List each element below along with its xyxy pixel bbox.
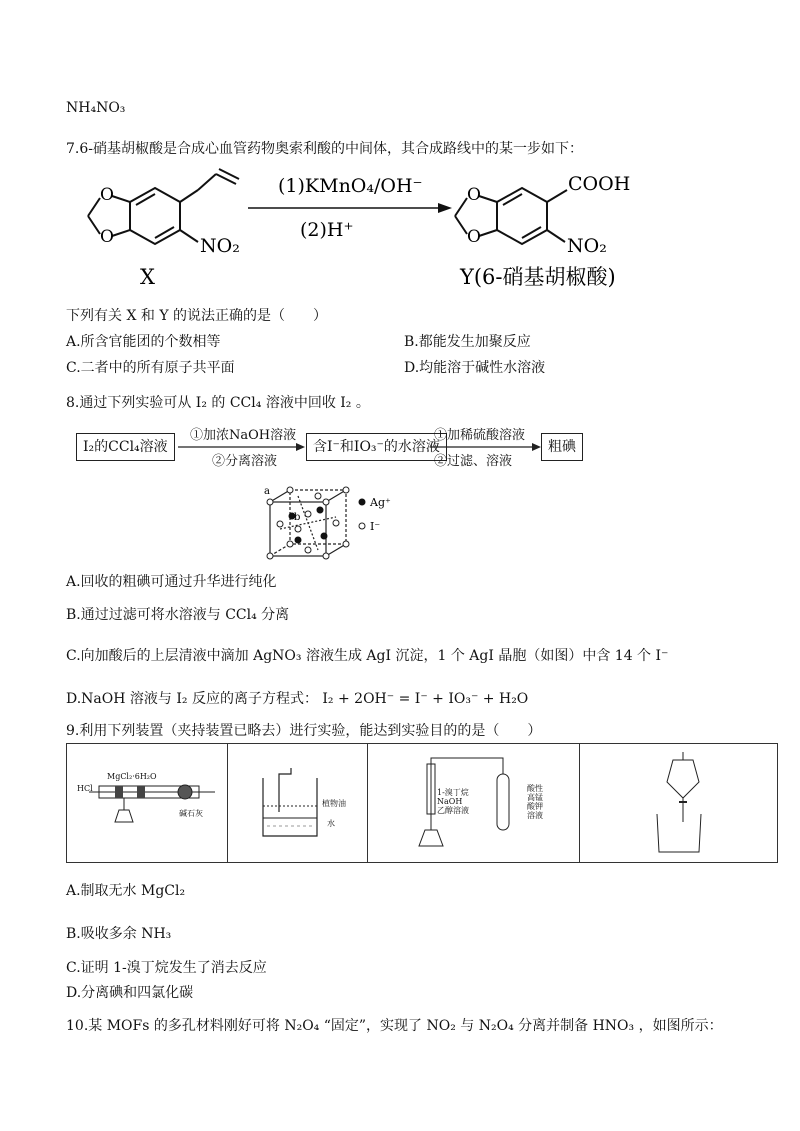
q9-option-a: A.制取无水 MgCl₂	[66, 883, 186, 899]
legend-i-label: I⁻	[370, 520, 381, 533]
app4-separatory-funnel	[649, 752, 719, 856]
app2-water-label: 水	[327, 819, 335, 828]
flow-box-end: 粗碘	[541, 433, 583, 461]
y-oxygen-bottom: O	[467, 227, 481, 247]
reagent-1: (1)KMnO₄/OH⁻	[278, 175, 423, 197]
flow-arrow-1	[178, 442, 306, 452]
q8-stem: 8.通过下列实验可从 I₂ 的 CCl₄ 溶液中回收 I₂ 。	[66, 395, 370, 411]
agi-unit-cell	[262, 484, 392, 560]
flow-step2-top: ①加稀硫酸溶液	[434, 428, 526, 443]
q7-option-d: D.均能溶于碱性水溶液	[404, 360, 546, 376]
reaction-arrowhead	[438, 203, 452, 213]
y-nitro-label: NO₂	[567, 235, 607, 257]
app1-sample-label: MgCl₂·6H₂O	[107, 772, 157, 781]
legend-i-marker	[359, 523, 365, 529]
apparatus-cell-1	[67, 744, 228, 862]
flow-step1-top: ①加浓NaOH溶液	[190, 428, 297, 443]
label-x: X	[140, 265, 155, 289]
app3-setup	[407, 754, 527, 854]
flow-box-middle: 含I⁻和IO₃⁻的水溶液	[306, 433, 447, 461]
flow-arrow-2	[430, 442, 542, 452]
app2-beaker	[257, 768, 327, 840]
label-y: Y(6-硝基胡椒酸)	[460, 265, 616, 289]
q7-question: 下列有关 X 和 Y 的说法正确的是（ ）	[66, 308, 328, 324]
q10-stem: 10.某 MOFs 的多孔材料刚好可将 N₂O₄ “固定”，实现了 NO₂ 与 N₂O₄ 分离并制备 HNO₃ ，如图所示：	[66, 1018, 723, 1034]
q9-option-d: D.分离碘和四氯化碳	[66, 985, 194, 1001]
flow-step2-bottom: ②过滤、溶液	[434, 454, 513, 469]
q8-option-c: C.向加酸后的上层清液中滴加 AgNO₃ 溶液生成 AgI 沉淀，1 个 AgI 晶胞（如图）中含 14 个 I⁻	[66, 648, 669, 664]
q7-stem: 7.6-硝基胡椒酸是合成心血管药物奥索利酸的中间体，其合成路线中的某一步如下：	[66, 141, 583, 157]
app2-oil-label: 植物油	[322, 799, 346, 808]
x-oxygen-bottom: O	[100, 227, 114, 247]
apparatus-cell-3	[367, 744, 580, 862]
y-carboxyl-label: COOH	[568, 173, 631, 195]
reagent-2: (2)H⁺	[300, 219, 354, 241]
q8-option-d: D.NaOH 溶液与 I₂ 反应的离子方程式： I₂ + 2OH⁻ = I⁻ + IO₃⁻ + H₂O	[66, 691, 529, 707]
apparatus-cell-4	[579, 744, 777, 862]
top-formula: NH₄NO₃	[66, 100, 126, 116]
q9-option-b: B.吸收多余 NH₃	[66, 926, 172, 942]
app1-tube-furnace	[75, 780, 223, 840]
q7-option-b: B.都能发生加聚反应	[404, 334, 531, 350]
legend-ag-label: Ag⁺	[370, 496, 391, 509]
q7-option-c: C.二者中的所有原子共平面	[66, 360, 235, 376]
x-oxygen-top: O	[100, 185, 114, 205]
cell-label-b: b	[294, 512, 301, 523]
cell-label-a: a	[264, 486, 270, 497]
q9-stem: 9.利用下列装置（夹持装置已略去）进行实验，能达到实验目的的是（ ）	[66, 723, 542, 739]
legend-ag-marker	[359, 499, 366, 506]
q8-option-b: B.通过过滤可将水溶液与 CCl₄ 分离	[66, 607, 290, 623]
q7-reaction-scheme	[60, 160, 660, 295]
app1-hcl-label: HCl	[77, 784, 93, 793]
q8-option-a: A.回收的粗碘可通过升华进行纯化	[66, 574, 277, 590]
q9-option-c: C.证明 1-溴丁烷发生了消去反应	[66, 960, 267, 976]
app1-lime-label: 碱石灰	[179, 809, 203, 818]
apparatus-table	[66, 743, 778, 863]
flow-box-start: I₂的CCl₄溶液	[76, 433, 175, 461]
app3-kmno4-label: 酸性 高锰 酸钾 溶液	[527, 784, 543, 820]
flow-step1-bottom: ②分离溶液	[212, 454, 278, 469]
x-nitro-label: NO₂	[200, 235, 240, 257]
apparatus-cell-2	[227, 744, 368, 862]
q7-option-a: A.所含官能团的个数相等	[66, 334, 221, 350]
y-oxygen-top: O	[467, 185, 481, 205]
app3-reagent-label: 1-溴丁烷 NaOH 乙醇溶液	[437, 788, 469, 815]
